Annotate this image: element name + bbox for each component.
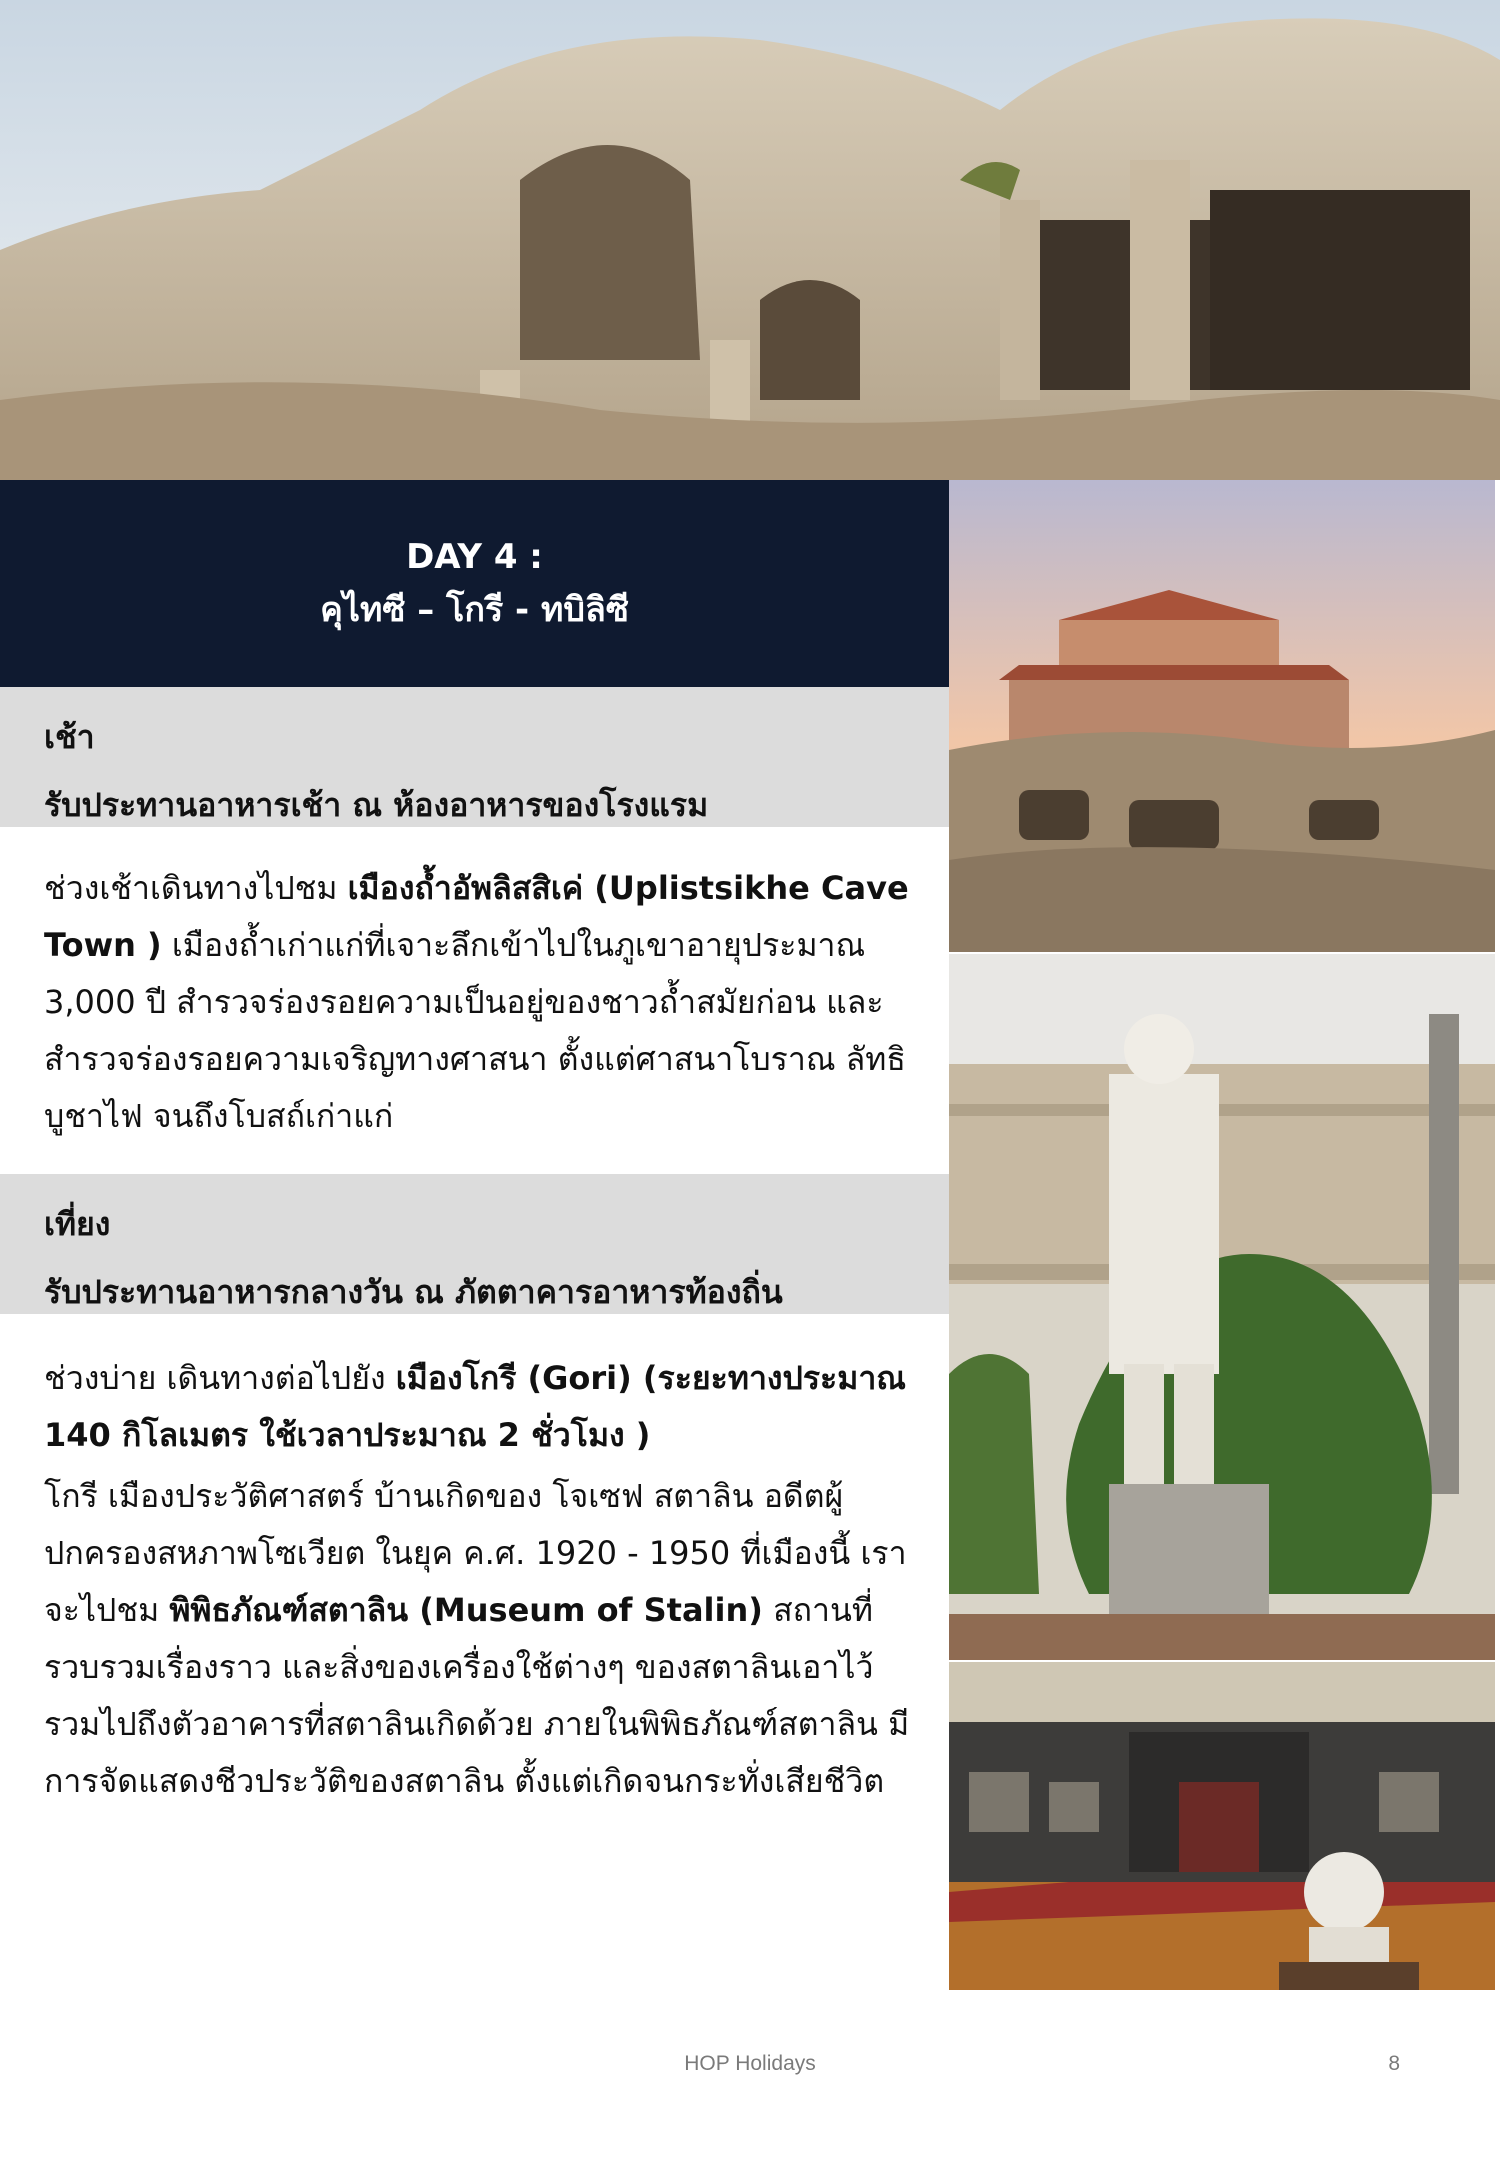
day-title: DAY 4 : bbox=[406, 536, 543, 577]
morning-meal-band bbox=[0, 687, 949, 827]
noon-label: เที่ยง bbox=[44, 1205, 111, 1243]
morning-intro: ช่วงเช้าเดินทางไปชม bbox=[44, 869, 348, 907]
morning-label: เช้า bbox=[44, 718, 95, 756]
gori-description bbox=[44, 1468, 934, 1810]
museum-interior-illustration bbox=[949, 1662, 1495, 1990]
noon-meal-band bbox=[0, 1174, 949, 1314]
gori-rest: สถานที่รวบรวมเรื่องราว และสิ่งของเครื่องใช้ต่างๆ ของสตาลินเอาไว้ รวมไปถึงตัวอาคารที่สตาลินเกิดด้วย ภายในพิพิธภัณฑ์สตาลิน มีการจัดแสดงชีวประวัติของสตาลิน ตั้งแต่เกิดจนกระทั่งเสียชีวิต bbox=[44, 1591, 910, 1800]
morning-description bbox=[44, 860, 934, 1145]
stalin-museum-interior-photo bbox=[949, 1662, 1495, 1990]
footer-brand: HOP Holidays bbox=[684, 2052, 816, 2075]
morning-meal: รับประทานอาหารเช้า ณ ห้องอาหารของโรงแรม bbox=[44, 786, 709, 824]
church-on-cliff-photo bbox=[949, 480, 1495, 952]
day-header bbox=[0, 480, 949, 687]
page-number: 8 bbox=[1388, 2052, 1400, 2075]
uplistsikhe-highlight: เมืองถ้ำอัพลิสสิเค่ (Uplistsikhe Cave Town ) bbox=[44, 869, 909, 964]
stalin-museum-highlight: พิพิธภัณฑ์สตาลิน (Museum of Stalin) bbox=[169, 1591, 763, 1629]
cave-town-illustration bbox=[0, 0, 1500, 480]
church-illustration bbox=[949, 480, 1495, 952]
afternoon-intro: ช่วงบ่าย เดินทางต่อไปยัง bbox=[44, 1359, 396, 1397]
gori-highlight: เมืองโกรี (Gori) (ระยะทางประมาณ 140 กิโลเมตร ใช้เวลาประมาณ 2 ชั่วโมง ) bbox=[44, 1359, 906, 1454]
hero-cave-town-photo bbox=[0, 0, 1500, 480]
morning-rest: เมืองถ้ำเก่าแก่ที่เจาะลึกเข้าไปในภูเขาอายุประมาณ 3,000 ปี สำรวจร่องรอยความเป็นอยู่ของชาวถ้ำสมัยก่อน และสำรวจร่องรอยความเจริญทางศาสนา ตั้งแต่ศาสนาโบราณ ลัทธิบูชาไฟ จนถึงโบสถ์เก่าแก่ bbox=[44, 926, 906, 1135]
day-route: คุไทซี – โกรี - ทบิลิซี bbox=[320, 589, 629, 630]
noon-meal: รับประทานอาหารกลางวัน ณ ภัตตาคารอาหารท้องถิ่น bbox=[44, 1273, 783, 1311]
statue-illustration bbox=[949, 954, 1495, 1660]
stalin-statue-photo bbox=[949, 954, 1495, 1660]
gori-intro: โกรี เมืองประวัติศาสตร์ บ้านเกิดของ โจเซฟ สตาลิน อดีตผู้ปกครองสหภาพโซเวียต ในยุค ค.ศ. 1920 - 1950 ที่เมืองนี้ เราจะไปชม bbox=[44, 1477, 907, 1629]
afternoon-travel bbox=[44, 1350, 934, 1464]
